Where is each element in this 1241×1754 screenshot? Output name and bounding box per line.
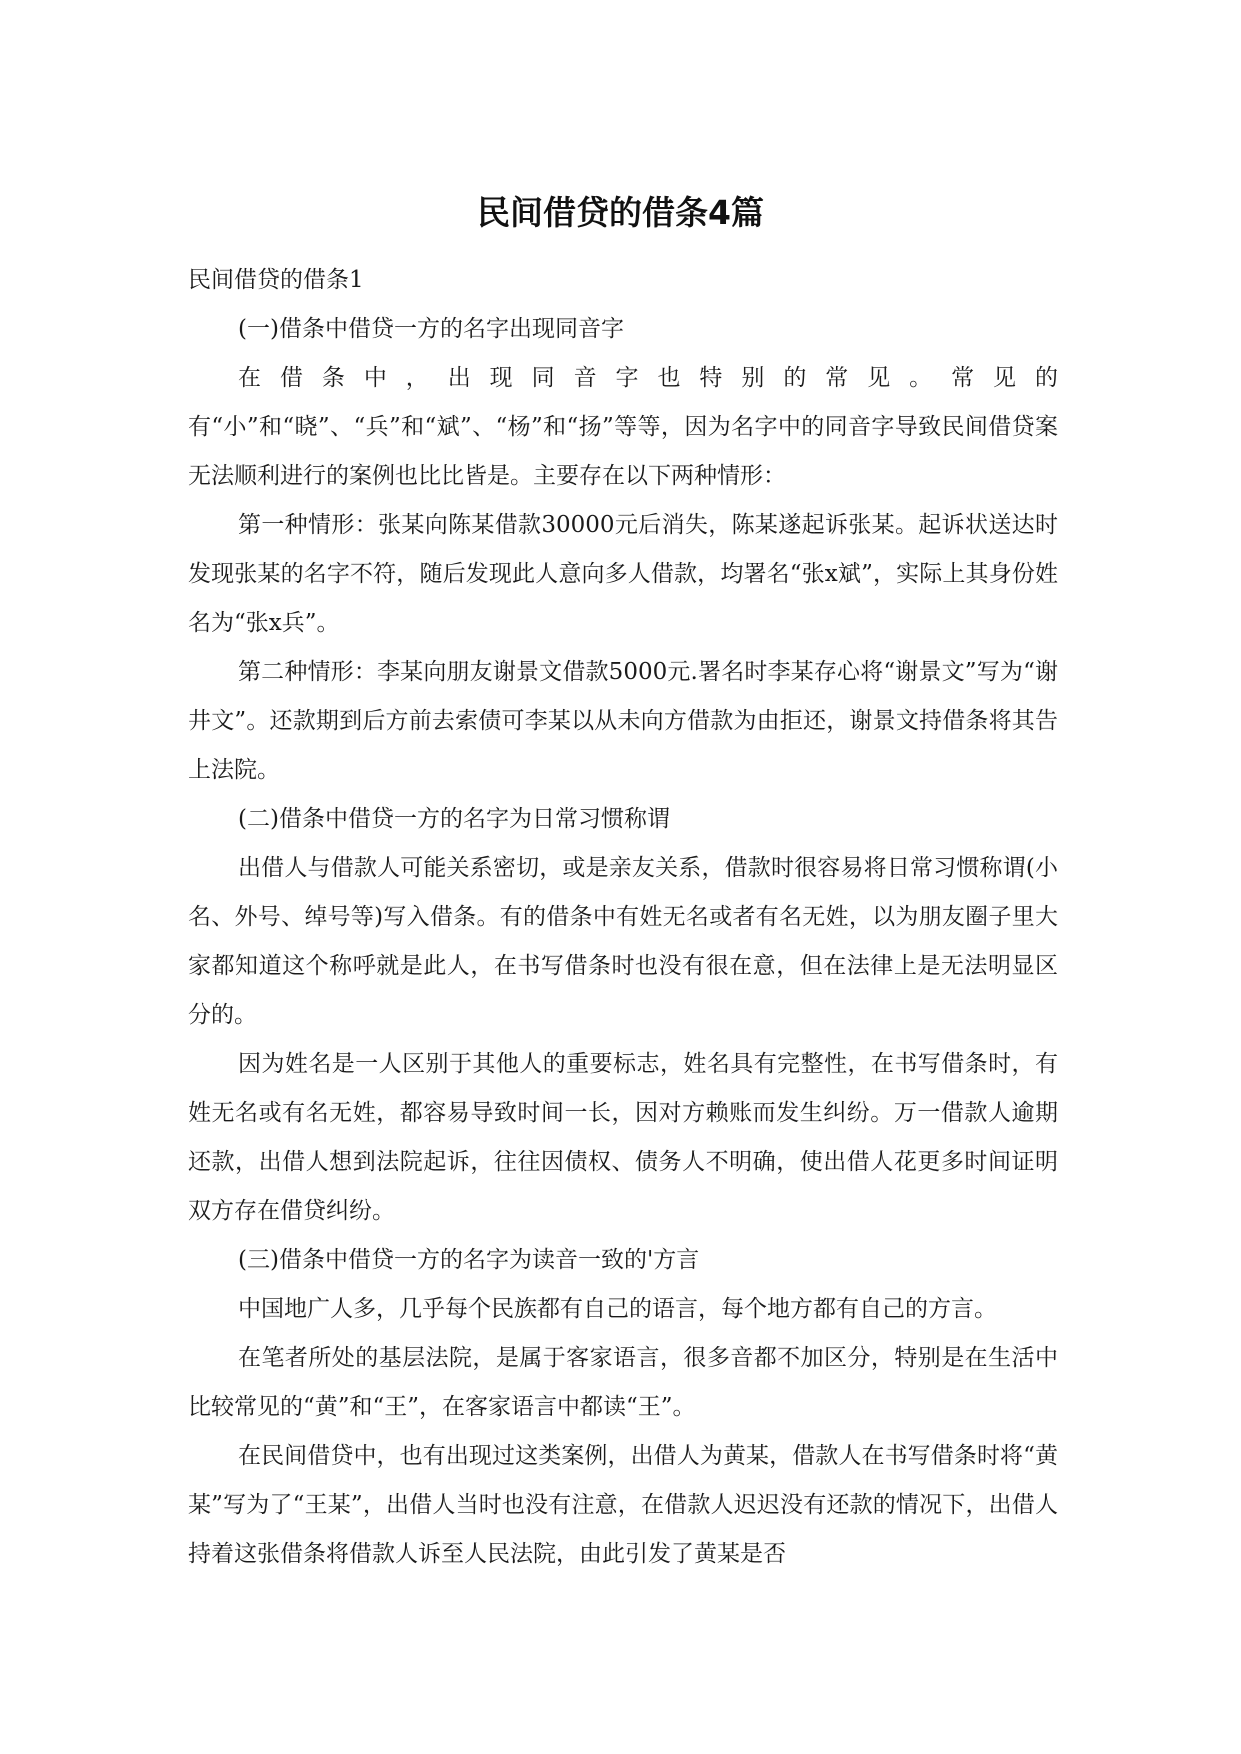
subsection-heading: (一)借条中借贷一方的名字出现同音字: [238, 316, 624, 342]
document-title: 民间借贷的借条4篇: [477, 193, 764, 232]
subsection-heading: (二)借条中借贷一方的名字为日常习惯称谓: [238, 806, 670, 832]
paragraph: 出借人与借款人可能关系密切，或是亲友关系，借款时很容易将日常习惯称谓(小名、外号、绰号等)写入借条。有的借条中有姓无名或者有名无姓，以为朋友圈子里大家都知道这个称呼就是此人，在书写借条时也没有很在意，但在法律上是无法明显区分的。: [188, 855, 1058, 1028]
paragraph: 在民间借贷中，也有出现过这类案例，出借人为黄某，借款人在书写借条时将“黄某”写为了“王某”，出借人当时也没有注意，在借款人迟迟没有还款的情况下，出借人持着这张借条将借款人诉至人民法院，由此引发了黄某是否: [188, 1443, 1058, 1567]
section-heading: 民间借贷的借条1: [188, 267, 364, 293]
paragraph: 在笔者所处的基层法院，是属于客家语言，很多音都不加区分，特别是在生活中比较常见的“黄”和“王”，在客家语言中都读“王”。: [188, 1345, 1058, 1420]
paragraph: 第二种情形：李某向朋友谢景文借款5000元.署名时李某存心将“谢景文”写为“谢井文”。还款期到后方前去索债可李某以从未向方借款为由拒还，谢景文持借条将其告上法院。: [188, 659, 1058, 783]
paragraph: 第一种情形：张某向陈某借款30000元后消失，陈某遂起诉张某。起诉状送达时发现张某的名字不符，随后发现此人意向多人借款，均署名“张x斌”，实际上其身份姓名为“张x兵”。: [188, 512, 1058, 636]
subsection-heading: (三)借条中借贷一方的名字为读音一致的'方言: [238, 1247, 700, 1273]
paragraph: 中国地广人多，几乎每个民族都有自己的语言，每个地方都有自己的方言。: [238, 1296, 997, 1322]
paragraph: 因为姓名是一人区别于其他人的重要标志，姓名具有完整性，在书写借条时，有姓无名或有名无姓，都容易导致时间一长，因对方赖账而发生纠纷。万一借款人逾期还款，出借人想到法院起诉，往往因债权、债务人不明确，使出借人花更多时间证明双方存在借贷纠纷。: [188, 1051, 1058, 1224]
paragraph: 在借条中，出现同音字也特别的常见。常见的有“小”和“晓”、“兵”和“斌”、“杨”和“扬”等等，因为名字中的同音字导致民间借贷案无法顺利进行的案例也比比皆是。主要存在以下两种情形：: [188, 365, 1058, 489]
document-body: [188, 256, 1058, 1579]
